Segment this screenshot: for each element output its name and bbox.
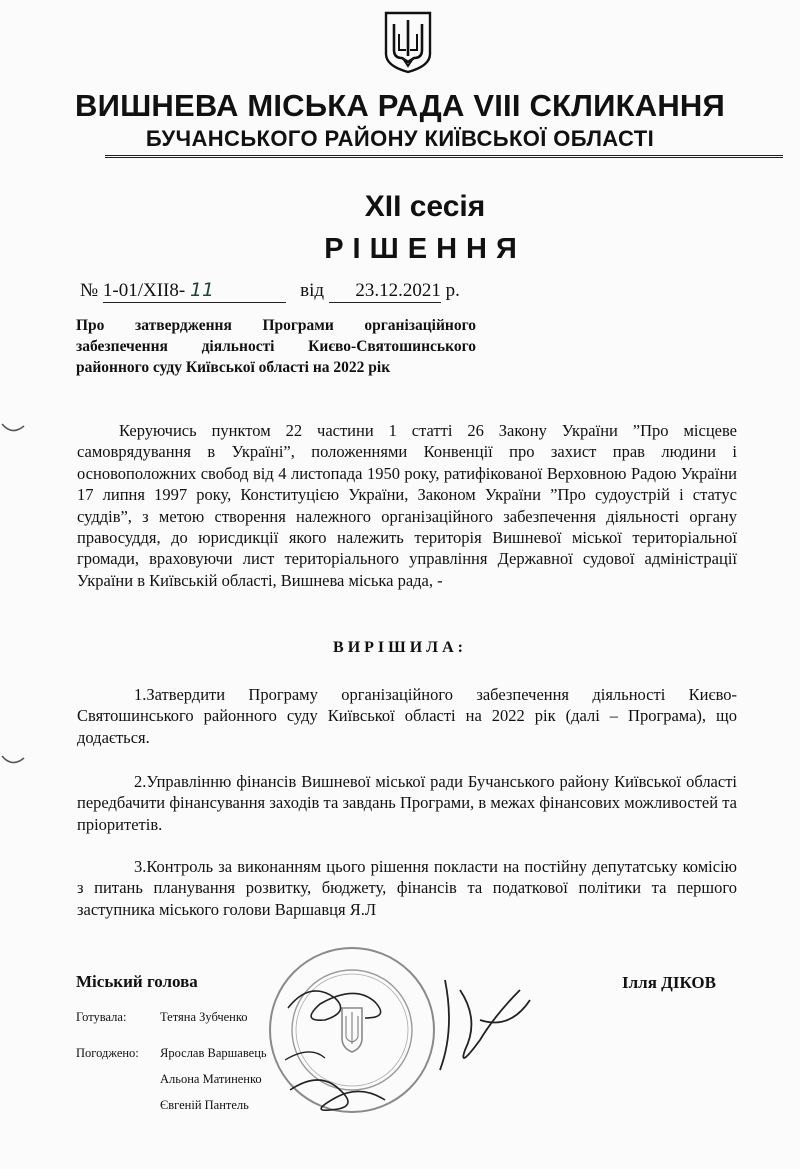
resolution-item-3: 3.Контроль за виконанням цього рішення покласти на постійну депутатську комісію з питань планування розвитку, бюджету, фінансів та податкової політики та першого заступника міського голови Варшавця Я.Л <box>77 857 737 919</box>
handwritten-number: 11 <box>189 279 215 301</box>
punch-hole-mark <box>0 420 26 440</box>
decision-number-line <box>80 279 460 303</box>
district-title: БУЧАНСЬКОГО РАЙОНУ КИЇВСЬКОЇ ОБЛАСТІ <box>145 126 655 151</box>
decision-subject: Про затвердження Програми організаційного забезпечення діяльності Києво-Святошинського районного суду Київської області на 2022 рік <box>76 317 476 376</box>
prepared-by-label: Готувала: <box>76 1010 127 1024</box>
session-title: XII сесія <box>364 190 486 223</box>
header-divider <box>105 155 783 158</box>
preamble-paragraph: Керуючись пунктом 22 частини 1 статті 26 Закону України ”Про місцеве самоврядування в Україні”, положеннями Конвенції про захист прав людини і основоположних свобод від 4 листопада 1950 року, ратифікованої Верховною Радою України 17 липня 1997 року, Конституцією України, Законом України ”Про судоустрій і статус суддів”, з метою створення належного організаційного забезпечення діяльності органу правосуддя, до юрисдикції якого належить територія Вишневої міської територіальної громади, враховуючи лист територіального управління Державної судової адміністрації України в Київській області, Вишнева міська рада, - <box>77 421 737 590</box>
agreed-name: Ярослав Варшавець <box>160 1046 267 1060</box>
date-prefix: від <box>300 280 325 301</box>
resolution-item-1: 1.Затвердити Програму організаційного забезпечення діяльності Києво-Святошинського районного суду Київської області на 2022 рік (далі – Програма), що додається. <box>77 685 737 747</box>
decision-number <box>103 279 286 303</box>
handwritten-signatures <box>280 960 540 1130</box>
resolved-heading: ВИРІШИЛА: <box>333 639 467 656</box>
prepared-by-name: Тетяна Зубченко <box>160 1010 248 1024</box>
decision-number-value: 1-01/XII8- <box>102 280 186 301</box>
resolution-item-2: 2.Управлінню фінансів Вишневої міської ради Бучанського району Київської області передбачити фінансування заходів та завдань Програми, в межах фінансових можливостей та пріоритетів. <box>77 772 737 834</box>
number-sign: № <box>80 280 99 301</box>
agreed-label: Погоджено: <box>76 1046 139 1060</box>
decision-date: 23.12.2021 <box>329 280 441 303</box>
agreed-name: Альона Матиненко <box>160 1072 262 1086</box>
date-suffix: р. <box>445 280 460 301</box>
ukraine-trident-crest-icon <box>382 10 434 74</box>
mayor-name: Ілля ДІКОВ <box>622 973 716 992</box>
mayor-position: Міський голова <box>76 972 198 991</box>
punch-hole-mark <box>0 752 26 772</box>
council-title: ВИШНЕВА МІСЬКА РАДА VIII СКЛИКАННЯ <box>75 88 725 123</box>
decision-title: РІШЕННЯ <box>324 233 526 265</box>
agreed-name: Євгеній Пантель <box>160 1098 249 1112</box>
